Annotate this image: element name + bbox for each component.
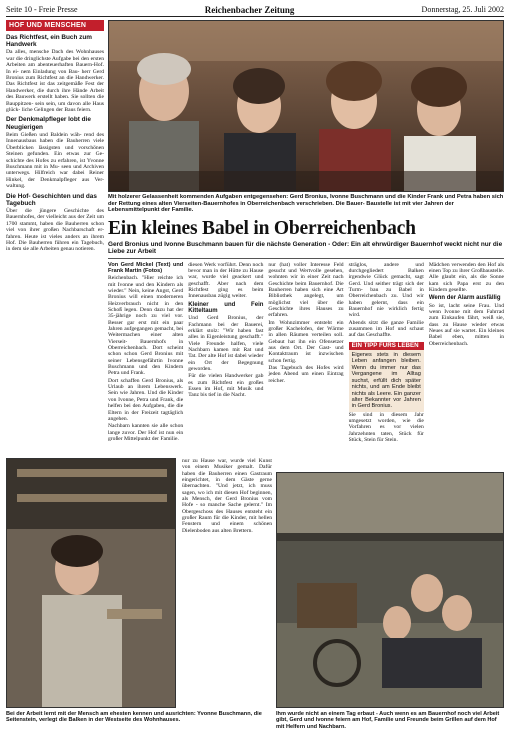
sidebar-section-title: Die Hof- Geschichten und das Tagebuch (6, 192, 97, 207)
article-column (188, 262, 263, 480)
sidebar-section-title: Das Richtfest, ein Buch zum Handwerk (6, 34, 92, 49)
photo-caption: Mit holzerer Gelassenheit kommenden Aufgaben entgegensehen: Gerd Bronius, Ivonne Buschmann und die Kinder Frank und Petra haben sich der Rettung eines alten Vierseiten-Bauernhofes in Oberreichenbach verschrieben. Die Bauer- Baustelle ist mit vier Jahren der Lebensmittelpunkt der Familie. (108, 194, 504, 214)
tip-text: Eigenes stets in diesem Leben anfangen bleiben. Wenn du immer nur das Vergangene im Alltag suchst, erfüllt dich später nichts, und am Ende bleibt nichts als Leere. Ein ganzer alter Bekannter vor Jahren in Gerd Bronius. (349, 350, 424, 412)
paragraph: Abends sitzt die ganze Familie zusammen im Hof und schaut auf das Geschaffte. (348, 319, 424, 339)
sidebar-section-title: Der Denkmalpfleger lobt die Neugierigen (6, 116, 91, 131)
yard-photo (276, 472, 504, 708)
family-photo (108, 20, 504, 192)
article-subhead: Gerd Bronius und Ivonne Buschmann bauen für die nächste Generation - Oder: Ein alt ehrwürdiger Bauernhof weckt nicht nur die Liebe zur Arbeit (108, 241, 504, 259)
yard-photo-caption: Ihm wurde nicht an einem Tag erbaut - Auch wenn es am Bauernhof noch viel Arbeit gibt, Gerd und Ivonne feiern am Hof, Familie und Freunde beim Grillen auf dem Hof mit Helfern und Nachbarn. (276, 711, 500, 730)
yard-photo-image (277, 473, 503, 707)
paragraph: Sie sind in diesem Jahr umgesetzt worden, wie die Vorfahren es vor vielen Jahrzehnten taten, Stück für Stück, Stein für Stein. (348, 411, 424, 444)
subheading: Kleiner und Fein Kitteltaum (188, 301, 264, 314)
paragraph: sträglos, andere und durchgegliedert Balken irgendwie Glück gemacht, sagt Gerd. Und seither trägt sich der Turm- bau zu Babel in Oberreichenbach zu. Und wir haben gelernt, dass ein Bauernhof nie wirklich fertig wird. (348, 261, 424, 319)
article-column (429, 262, 504, 480)
page-number: Seite 10 - Freie Presse (6, 5, 78, 14)
paragraph: Das Tagebuch des Hofes wird jeden Abend um einen Eintrag reicher. (268, 365, 344, 384)
article-column (108, 262, 183, 480)
work-photo (6, 458, 176, 708)
paragraph: Mädchen verwenden den Hof als einen Top zu ihrer Großbaustelle. Alle glaubt ein, als die Sonne kam sich Papa erst zu den Kindern gesellte. (428, 261, 505, 293)
family-photo-image (109, 21, 503, 191)
paragraph: So ist, lacht seine Frau. Und wenn Ivonne mit dem Fahrrad zum Einkaufen fährt, weiß sie, dass zu Hause wieder etwas Neues auf sie wartet. Ein kleines Babel eben, mitten in Oberreichenbach. (428, 302, 505, 347)
paragraph: nur (hat) voller Interesse Feld gesucht und Wertvolle gesehen, wohnten wir in einer Zeit nach Geschichte beim Bauernhof. Die Bauherren haben sich eine Art Bibliothek angelegt, um möglichst viel über die Geschichte ihres Hauses zu erfahren. (268, 261, 344, 319)
paragraph: Im Wohnzimmer entsteht ein großer Kachelofen, der Wärme in allen Räumen verteilen soll. Gebaut hat ihn ein Ofensetzer aus dem Ort. Der Gast- und Kontaktraum ist inzwischen schon fertig. (268, 319, 344, 364)
article-column (349, 262, 424, 480)
bottom-article-text: nur zu Hause war, wurde viel Kunst von einem Musiker gemalt. Dafür haben die Bauherren einen Gastraum eingerichtet, in dem Gäste gerne übernachten. "Und jetzt, ich muss sagen, wo ich mit diesen Hof beginnen, als Mensch, der Gerd Bronius vom Hofe - so manche Sache gelernt." Im Obergeschoss des Hauses entsteht ein großer Raum für die Kinder, mit hellen Fenstern und einem schönen Dielenboden aus alten Brettern. (182, 458, 272, 534)
page-date: Donnerstag, 25. Juli 2002 (421, 5, 504, 14)
paragraph: Reichenbach. "Hier reichte ich mit Ivonne und den Kindern als wieder." Nein, keine Angst, Gerd Bronius will einen moderneren Heizverbrauch nicht in den Schoß legen. Denn dazu hat der 35-jährige noch zu viel vor. Besser gar erst mit ein paar Jahren aufgegangen gemacht, bei Weitermachen einer alten Vierseit- Bauernhofs in Oberreichenbach. Dort scheint schon schon Gerd Bronius mit seiner Lebensgefährtin Ivonne Buschmann und den Kindern Petra und Frank. (108, 275, 184, 377)
work-photo-caption: Bei der Arbeit lernt mit der Mensch am ehesten kennen und ausrichten: Yvonne Buschmann, die Seitenstein, verlegt die Balken in der Westseite des Wohnhauses. (6, 711, 262, 724)
paragraph: diesen Werk vorführt. Denn noch bevor man in der Hütte zu Hause war, wurde viel geackert und geschafft. Aber nach dem Richtfest ging es beim Innenausbau zügig weiter. (188, 261, 264, 300)
bottom-section (6, 458, 504, 730)
paragraph: Für die vielen Handwerker gab es zum Richtfest ein großes Essen im Hof, mit Musik und Tanz bis tief in die Nacht. (188, 373, 264, 399)
sidebar-section-text: Über die jüngere Geschichte des Bauernhofes, der vielleicht aus der Zeit um 1700 stammt, haben die Bauherren schon viel von ihrer großen Nachbarschaft er- fahren. Heute ist vieles anders an ihrem Hof. Die Bauherren führen ein Tagebuch, in dem sie alle Arbeiten genau notieren. (6, 207, 104, 253)
page-header (6, 3, 504, 17)
sidebar-heading: HOF UND MENSCHEN (6, 20, 104, 31)
tip-heading: EIN TIPP FÜRS LEBEN (349, 342, 424, 350)
paragraph: Dort schaffen Gerd Bronius, als Urlaub an ihrem Lebenswerk. Sein wie Jahren. Und die Kinder von Ivonne, Petra und Frank, die helfen bei den Aufgaben, die die Eltern in der Freizeit tagtäglich angehen. (108, 377, 184, 422)
byline: Von Gerd Mickel (Text) und Frank Martin (Fotos) (108, 261, 184, 274)
paragraph: Und Gerd Bronius, der Fachmann bei der Bauerei, erklärt stolz: "Wir haben fast alles in Eigenleistung geschafft." Viele Freunde halfen, viele Nachbarn kamen mit Rat und Tat. Der alte Hof ist dabei wieder ein Ort der Begegnung geworden. (188, 315, 264, 373)
subheading: Wenn der Alarm ausfällig (428, 295, 501, 302)
article-column (268, 262, 343, 480)
paragraph: Nachbarn kannten sie alle schon lange zuvor. Der Hof ist nun ein großer Mittelpunkt der Familie. (108, 423, 184, 442)
article-columns (108, 262, 504, 480)
sidebar-section-text: Da alles, mensche Dach des Wohnhauses war die dringlichste Aufgabe bei den ersten Arbeiten am abenteuerhaften Bauern-Hof. In ei- nem Einladung von Bau- herr Gerd Bronius zum Richtfest an die Handwerker. Das Richtfest ist das zeitgemäße Fest der Handwerker, die durch ihre Hände Arbeit des Bauwerk erstellt haben. Sie sollten die Bauppitzen- sein sein, um davon alle Haus glück- liche Gelingen der Baus feiern. (6, 49, 104, 114)
masthead: Reichenbacher Zeitung (204, 4, 295, 15)
article-title: Ein kleines Babel in Oberreichenbach (108, 217, 416, 239)
sidebar-section-text: Beim Gießen und Baldein wäh- rend des Innenausbaus haben die Bauherren viele Überblicken lässigsten und vorschönen Steinen gefunden. Ein etwas zur Ge- schichte des Hofes zu erfahren, ist Yvonne Buschmann mit in Mu- seen und Archiven unterwegs. Hilfreich war dabei Reiner Hinkel, der Denkmalpfleger aus Ver- waltung. (6, 131, 104, 190)
work-photo-image (7, 459, 175, 707)
